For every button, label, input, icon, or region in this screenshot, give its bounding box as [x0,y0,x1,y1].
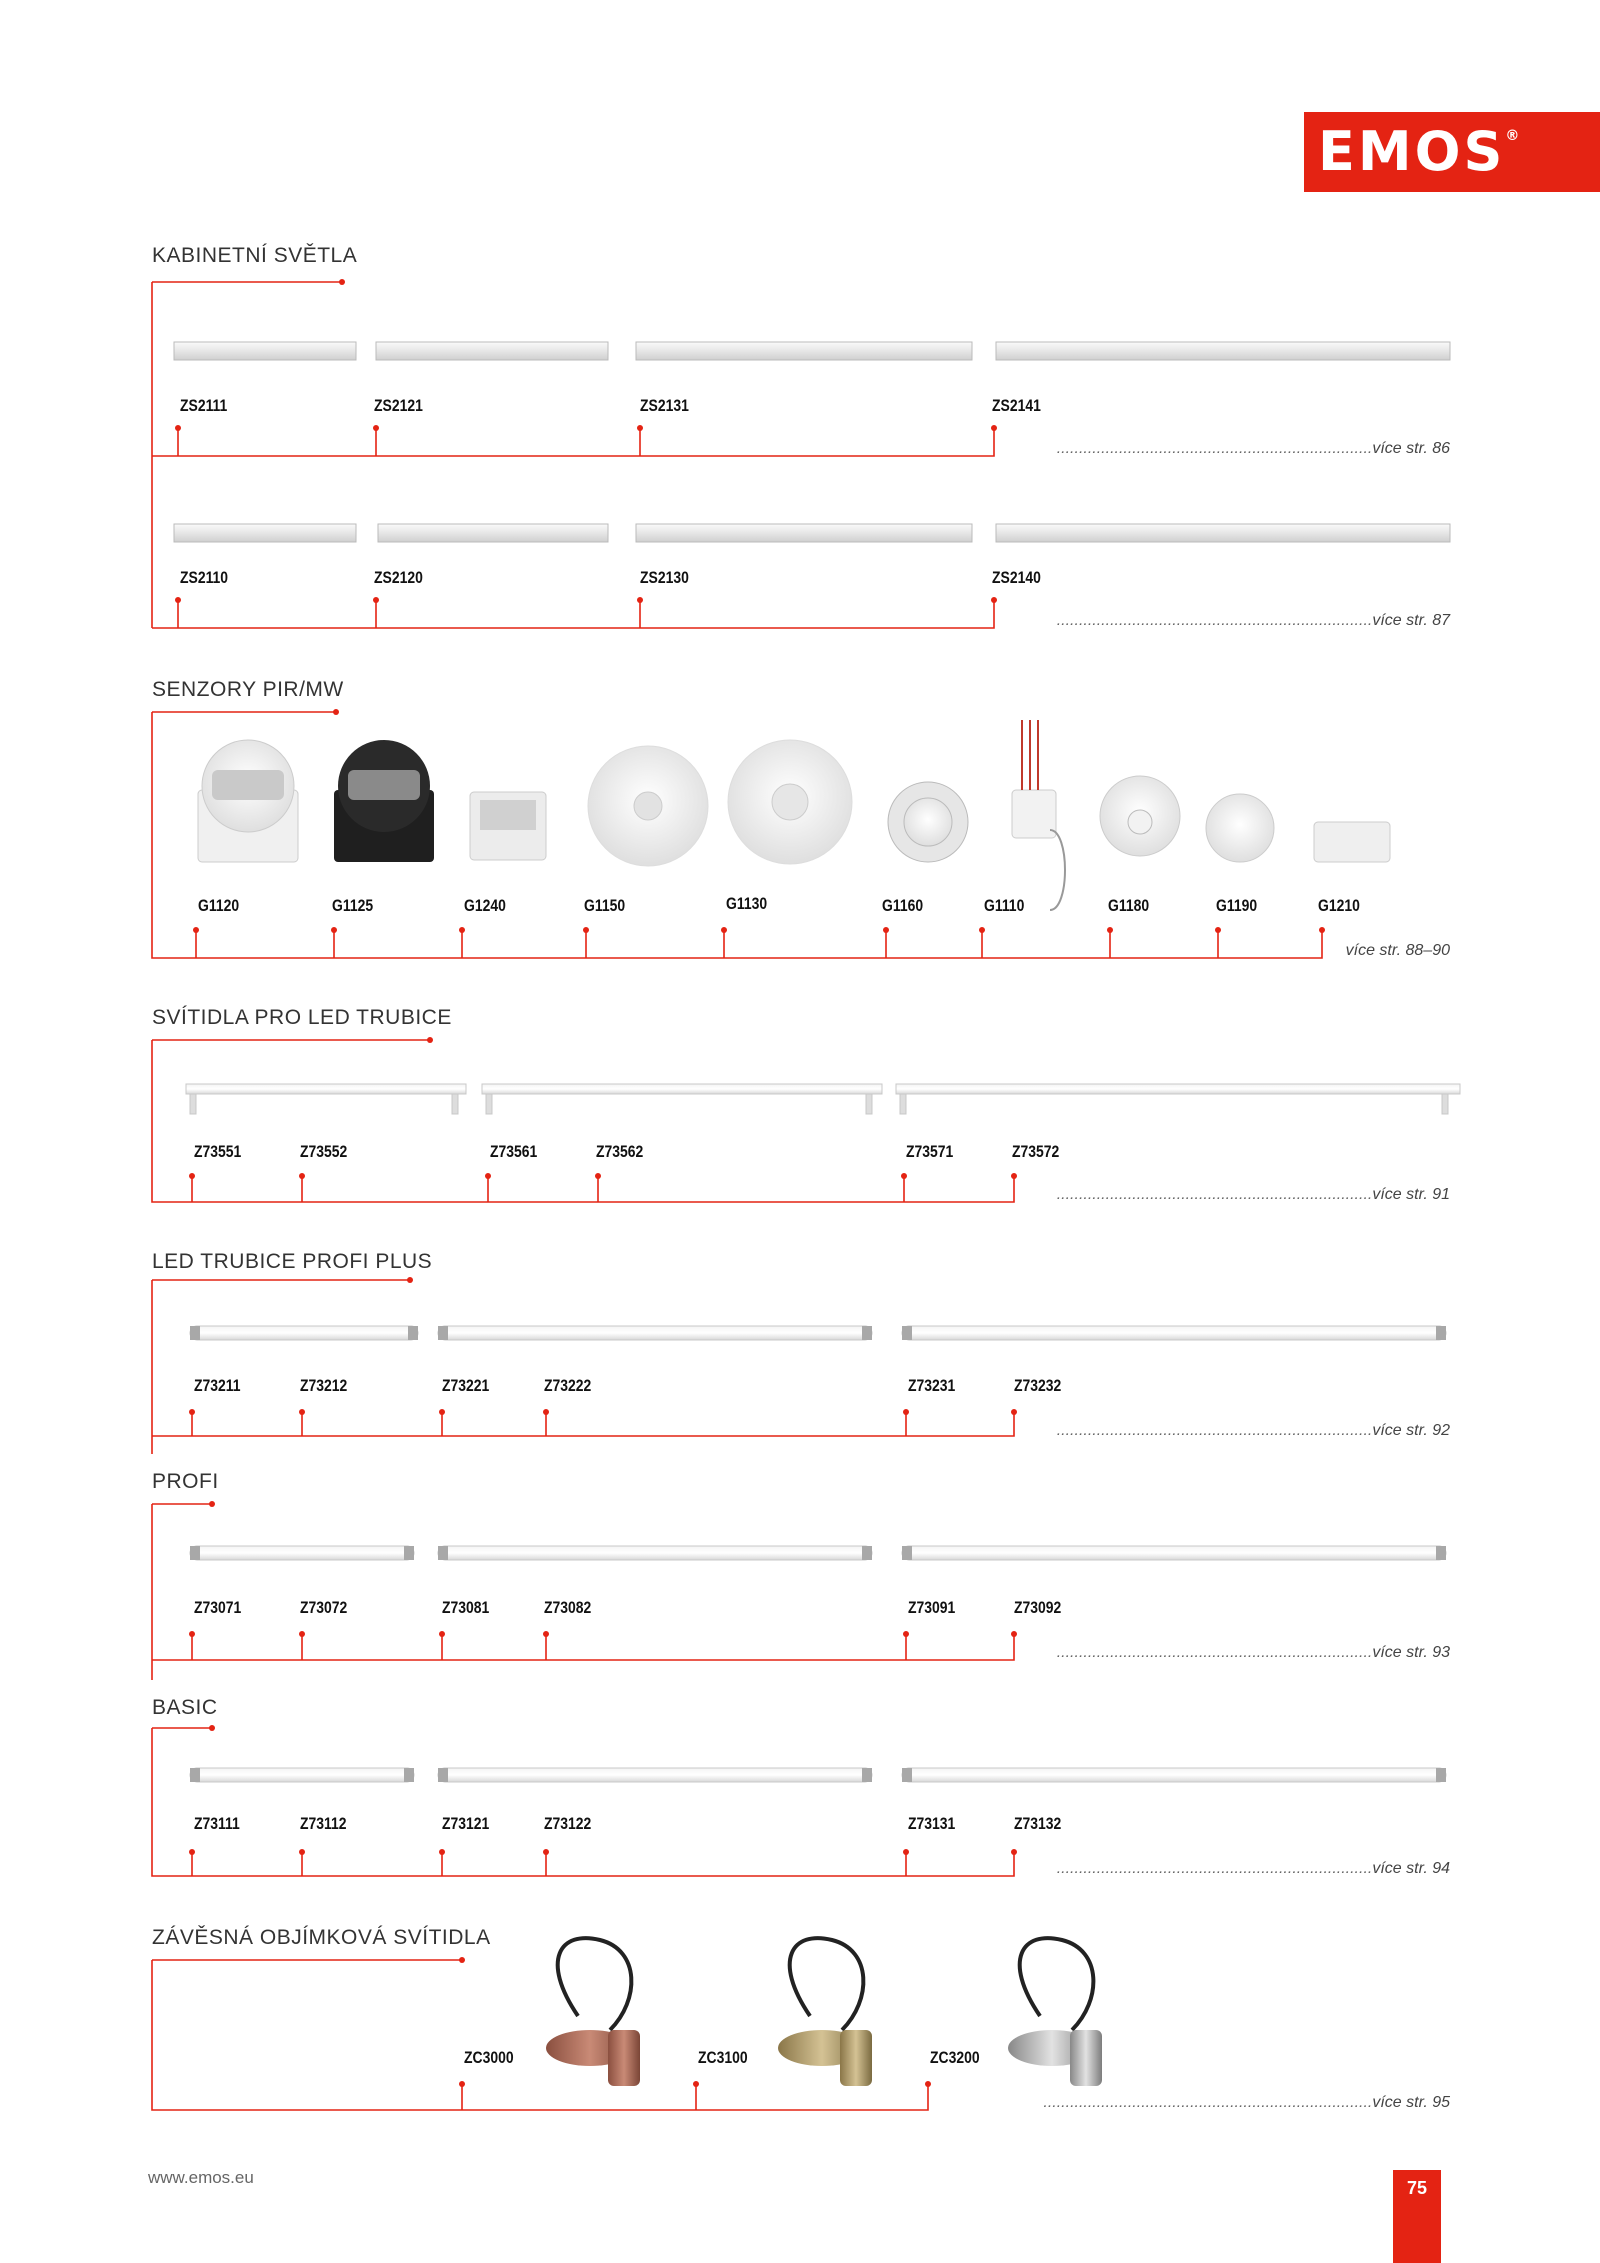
product-code: G1240 [464,896,506,915]
section-title-profiplus: LED TRUBICE PROFI PLUS [152,1250,433,1273]
product-code: Z73131 [908,1814,956,1833]
page-reference: .......................................................................více str. 91 [1056,1186,1450,1203]
section-title-fixtures: SVÍTIDLA PRO LED TRUBICE [152,1006,452,1029]
product-code: Z73121 [442,1814,490,1833]
emos-logo: EMOS® [1304,112,1600,192]
product-code: ZS2121 [374,396,423,415]
product-code: ZC3200 [930,2048,980,2067]
product-code: Z73232 [1014,1376,1062,1395]
footer-url: www.emos.eu [148,2168,254,2187]
product-code: Z73072 [300,1598,348,1617]
page-reference: .......................................................................více str. 92 [1056,1422,1450,1439]
page-reference: .......................................................................více str. 94 [1056,1860,1450,1877]
product-code: Z73221 [442,1376,490,1395]
product-code: Z73211 [194,1376,241,1395]
section-title-sensors: SENZORY PIR/MW [152,678,344,701]
product-code: Z73112 [300,1814,347,1833]
product-code: G1160 [882,896,924,915]
product-code: Z73081 [442,1598,490,1617]
page-reference: více str. 88–90 [1345,942,1450,959]
product-code: Z73561 [490,1142,538,1161]
page-number: 75 [1393,2170,1441,2263]
product-code: Z73212 [300,1376,348,1395]
product-code: Z73551 [194,1142,242,1161]
product-code: Z73562 [596,1142,644,1161]
product-code: Z73572 [1012,1142,1060,1161]
product-code: ZS2130 [640,568,689,587]
product-code: ZS2140 [992,568,1041,587]
page-reference: ..........................................................................více str. 95 [1043,2094,1450,2111]
product-code: G1190 [1216,896,1258,915]
product-code: G1120 [198,896,240,915]
product-code: G1150 [584,896,626,915]
product-code: G1130 [726,894,768,913]
product-code: Z73092 [1014,1598,1062,1617]
section-title-basic: BASIC [152,1696,218,1719]
product-code: G1125 [332,896,374,915]
product-code: G1210 [1318,896,1360,915]
page-reference: .......................................................................více str. 86 [1056,440,1450,457]
product-code: Z73082 [544,1598,592,1617]
product-code: Z73132 [1014,1814,1062,1833]
product-code: Z73222 [544,1376,592,1395]
product-code: Z73231 [908,1376,956,1395]
product-code: Z73071 [194,1598,242,1617]
product-code: G1110 [984,896,1025,915]
product-code: ZC3100 [698,2048,748,2067]
product-code: G1180 [1108,896,1150,915]
product-code: ZS2131 [640,396,689,415]
product-code: ZC3000 [464,2048,514,2067]
page-reference: .......................................................................více str. 87 [1056,612,1450,629]
section-title-pendant: ZÁVĚSNÁ OBJÍMKOVÁ SVÍTIDLA [152,1926,491,1949]
product-code: Z73122 [544,1814,592,1833]
section-title-profi: PROFI [152,1470,219,1493]
product-code: Z73111 [194,1814,240,1833]
product-code: Z73571 [906,1142,954,1161]
product-code: ZS2120 [374,568,423,587]
product-code: ZS2141 [992,396,1041,415]
page-reference: .......................................................................více str. 93 [1056,1644,1450,1661]
product-code: Z73091 [908,1598,956,1617]
product-code: ZS2110 [180,568,229,587]
section-title-cabinet: KABINETNÍ SVĚTLA [152,244,358,267]
product-code: ZS2111 [180,396,228,415]
product-code: Z73552 [300,1142,348,1161]
